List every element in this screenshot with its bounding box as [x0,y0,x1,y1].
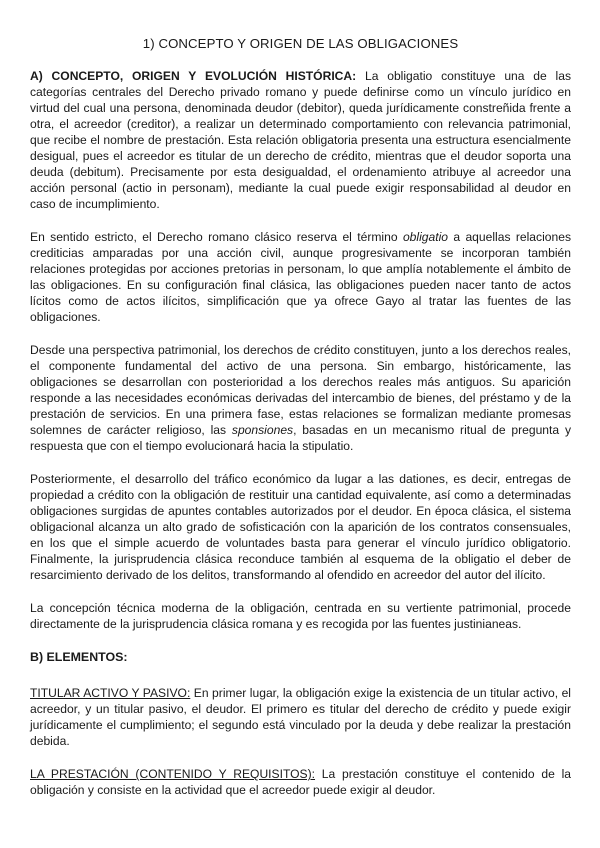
titular-text: En primer lugar, la obligación exige la existencia de un titular activo, el acreedor, y un titular pasivo, el deudor. El primero es titular del derecho de crédito y puede exigir jurídicamente el cumplimiento; el segundo está vinculado por la deuda y debe realizar la prestación debida. [30,686,571,748]
paragraph-prestacion [30,766,571,798]
paragraph-patrimonial-b: , basadas en un mecanismo ritual de pregunta y respuesta que con el tiempo evolucionará hacia la stipulatio. [30,423,571,453]
term-sponsiones: sponsiones [231,423,294,437]
document-title: 1) CONCEPTO Y ORIGEN DE LAS OBLIGACIONES [142,36,459,51]
paragraph-concept-text: La obligatio constituye una de las categorías centrales del Derecho privado romano y puede definirse como un vínculo jurídico en virtud del cual una persona, denominada deudor (debitor), queda jurídicamente constreñida frente a otra, el acreedor (creditor), a realizar un determinado comportamiento con relevancia patrimonial, que recibe el nombre de prestación. Esta relación obligatoria presenta una estructura esencialmente desigual, pues el acreedor es titular de un derecho de crédito, mientras que el deudor soporta una deuda (debitum). Precisamente por esta desigualdad, el ordenamiento atribuye al acreedor una acción personal (actio in personam), mediante la cual puede exigir responsabilidad al deudor en caso de incumplimiento. [30,69,571,211]
section-b-heading: B) ELEMENTOS: [30,650,128,664]
paragraph-strict-sense-a: En sentido estricto, el Derecho romano clásico reserva el término [30,230,403,244]
paragraph-patrimonial [30,342,571,454]
prestacion-text: La prestación constituye el contenido de la obligación y consiste en la actividad que el acreedor puede exigir al deudor. [30,767,572,797]
paragraph-concept [30,68,571,212]
paragraph-titular [30,685,571,749]
term-obligatio: obligatio [402,230,448,244]
paragraph-modern-concept: La concepción técnica moderna de la obligación, centrada en su vertiente patrimonial, procede directamente de la jurisprudencia clásica romana y es recogida por las fuentes justinianeas. [30,601,571,631]
paragraph-strict-sense [30,229,571,325]
section-a-heading: A) CONCEPTO, ORIGEN Y EVOLUCIÓN HISTÓRICA: [30,69,357,83]
prestacion-label: LA PRESTACIÓN (CONTENIDO Y REQUISITOS): [30,767,316,781]
titular-label: TITULAR ACTIVO Y PASIVO: [30,686,191,700]
paragraph-patrimonial-a: Desde una perspectiva patrimonial, los derechos de crédito constituyen, junto a los derechos reales, el componente fundamental del activo de una persona. Sin embargo, históricamente, las obligaciones se desarrollan con posterioridad a los derechos reales más antiguos. Su aparición responde a las necesidades económicas derivadas del intercambio de bienes, del préstamo y de la prestación de servicios. En una primera fase, estas relaciones se formalizan mediante promesas solemnes de carácter religioso, las [30,343,571,437]
paragraph-strict-sense-b: a aquellas relaciones crediticias amparadas por una acción civil, aunque progresivamente se incorporan también relaciones protegidas por acciones pretorias in personam, lo que amplía notablemente el ámbito de las obligaciones. En su configuración final clásica, las obligaciones pueden nacer tanto de actos lícitos como de actos ilícitos, simplificación que ya ofrece Gayo al tratar las fuentes de las obligaciones. [30,230,571,324]
paragraph-development: Posteriormente, el desarrollo del tráfico económico da lugar a las dationes, es decir, entregas de propiedad a crédito con la obligación de restituir una cantidad equivalente, así como a determinadas obligaciones surgidas de apuntes contables autorizados por el deudor. En época clásica, el sistema obligacional alcanza un alto grado de sofisticación con la aparición de los contratos consensuales, en los que el simple acuerdo de voluntades basta para generar el vínculo jurídico obligatorio. Finalmente, la jurisprudencia clásica reconduce también al esquema de la obligatio el deber de resarcimiento derivado de los delitos, transformando al ofendido en acreedor del autor del ilícito. [30,472,571,582]
